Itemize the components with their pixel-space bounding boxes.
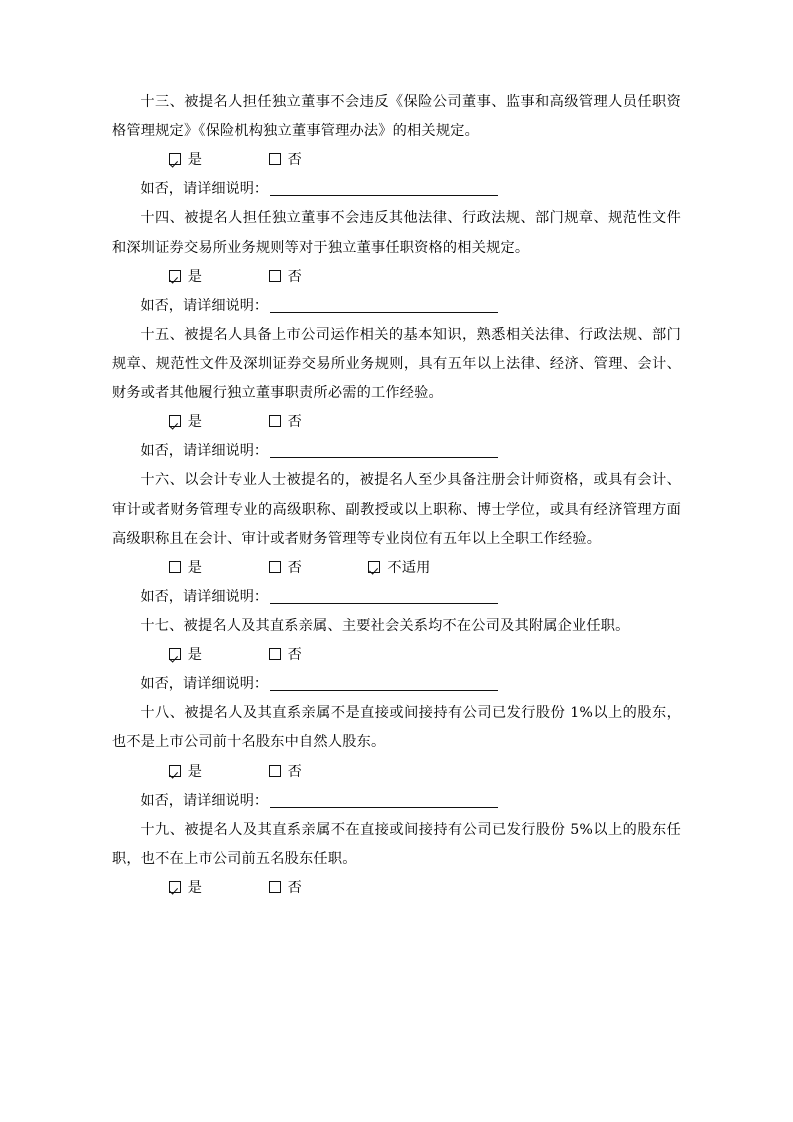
explanation-row: [112, 175, 681, 204]
checkbox-icon[interactable]: [169, 561, 181, 573]
question-paragraph: 十三、被提名人担任独立董事不会违反《保险公司董事、监事和高级管理人员任职资格管理规定》《保险机构独立董事管理办法》的相关规定。: [112, 94, 681, 140]
checkbox-checked-icon[interactable]: [169, 415, 181, 427]
answer-option-label: 是: [187, 414, 203, 431]
answer-option-label: 否: [287, 763, 302, 780]
answer-option-label: 否: [287, 647, 302, 664]
answer-option-label: 不适用: [387, 559, 431, 576]
answer-option-label: 否: [287, 879, 302, 896]
answer-option[interactable]: [240, 408, 302, 437]
answer-row: [112, 554, 681, 583]
question-paragraph: 十四、被提名人担任独立董事不会违反其他法律、行政法规、部门规章、规范性文件和深圳证券交易所业务规则等对于独立董事任职资格的相关规定。: [112, 210, 681, 256]
question-paragraph: 十六、以会计专业人士被提名的，被提名人至少具备注册会计师资格，或具有会计、审计或者财务管理专业的高级职称、副教授或以上职称、博士学位，或具有经济管理方面高级职称且在会计、审计或者财务管理等专业岗位有五年以上全职工作经验。: [112, 472, 681, 547]
answer-option[interactable]: [140, 408, 202, 437]
answer-option-label: 是: [187, 559, 203, 576]
checkbox-checked-icon[interactable]: [169, 881, 181, 893]
explanation-input[interactable]: [270, 807, 498, 808]
answer-option[interactable]: [140, 641, 202, 670]
answer-option[interactable]: [240, 263, 302, 292]
checkbox-icon[interactable]: [269, 881, 281, 893]
answer-option[interactable]: [240, 554, 302, 583]
answer-row: [112, 146, 681, 175]
explanation-label: 如否，请详细说明：: [140, 792, 269, 809]
explanation-row: [112, 583, 681, 612]
answer-option-label: 否: [287, 414, 302, 431]
explanation-row: [112, 437, 681, 466]
answer-row: [112, 641, 681, 670]
answer-row: [112, 263, 681, 292]
answer-option-label: 是: [187, 879, 203, 896]
checkbox-icon[interactable]: [269, 415, 281, 427]
answer-option[interactable]: [140, 758, 202, 787]
checkbox-icon[interactable]: [269, 153, 281, 165]
answer-row: [112, 758, 681, 787]
checkbox-icon[interactable]: [269, 765, 281, 777]
explanation-input[interactable]: [270, 603, 498, 604]
answer-option[interactable]: [240, 641, 302, 670]
answer-row: [112, 874, 681, 903]
answer-option-label: 是: [187, 647, 203, 664]
explanation-row: [112, 787, 681, 816]
checkbox-checked-icon[interactable]: [169, 270, 181, 282]
answer-option[interactable]: [140, 263, 202, 292]
checkbox-icon[interactable]: [269, 270, 281, 282]
explanation-label: 如否，请详细说明：: [140, 181, 269, 198]
explanation-input[interactable]: [270, 457, 498, 458]
answer-option-label: 是: [187, 152, 203, 169]
explanation-label: 如否，请详细说明：: [140, 588, 269, 605]
checkbox-checked-icon[interactable]: [169, 153, 181, 165]
answer-option[interactable]: [240, 146, 302, 175]
answer-option-label: 是: [187, 268, 203, 285]
checkbox-icon[interactable]: [269, 648, 281, 660]
answer-option[interactable]: [240, 758, 302, 787]
answer-option-label: 否: [287, 152, 302, 169]
explanation-label: 如否，请详细说明：: [140, 443, 269, 460]
question-paragraph: 十八、被提名人及其直系亲属不是直接或间接持有公司已发行股份 1%以上的股东，也不是上市公司前十名股东中自然人股东。: [112, 705, 681, 751]
explanation-row: [112, 670, 681, 699]
checkbox-icon[interactable]: [269, 561, 281, 573]
answer-row: [112, 408, 681, 437]
answer-option[interactable]: [240, 874, 302, 903]
answer-option[interactable]: [140, 146, 202, 175]
checkbox-checked-icon[interactable]: [368, 561, 380, 573]
explanation-label: 如否，请详细说明：: [140, 676, 269, 693]
answer-option-label: 是: [187, 763, 203, 780]
answer-option-label: 否: [287, 268, 302, 285]
explanation-row: [112, 292, 681, 321]
answer-option[interactable]: [340, 554, 431, 583]
checkbox-checked-icon[interactable]: [169, 765, 181, 777]
checkbox-checked-icon[interactable]: [169, 648, 181, 660]
explanation-label: 如否，请详细说明：: [140, 297, 269, 314]
question-paragraph: 十五、被提名人具备上市公司运作相关的基本知识，熟悉相关法律、行政法规、部门规章、规范性文件及深圳证券交易所业务规则，具有五年以上法律、经济、管理、会计、财务或者其他履行独立董事职责所必需的工作经验。: [112, 326, 681, 402]
answer-option-label: 否: [287, 559, 302, 576]
explanation-input[interactable]: [270, 312, 498, 313]
explanation-input[interactable]: [270, 690, 498, 691]
question-paragraph: 十七、被提名人及其直系亲属、主要社会关系均不在公司及其附属企业任职。: [140, 617, 630, 634]
question-paragraph: 十九、被提名人及其直系亲属不在直接或间接持有公司已发行股份 5%以上的股东任职，也不在上市公司前五名股东任职。: [112, 821, 681, 867]
document-body: [112, 88, 681, 903]
explanation-input[interactable]: [270, 195, 498, 196]
answer-option[interactable]: [140, 874, 202, 903]
answer-option[interactable]: [140, 554, 202, 583]
